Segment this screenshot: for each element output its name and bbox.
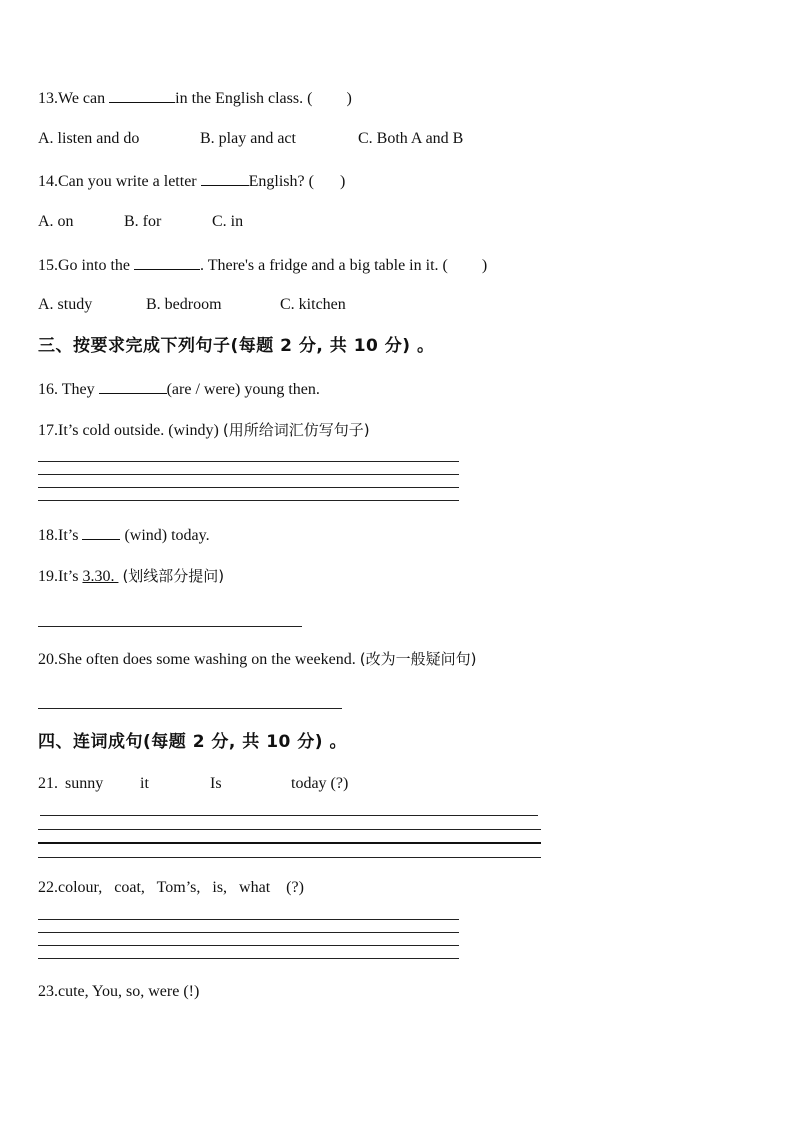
question-15 bbox=[38, 254, 487, 276]
question-text: She often does some washing on the weekend. bbox=[58, 651, 360, 668]
question-text-post: (are / were) young then. bbox=[166, 381, 320, 398]
question-number: 17. bbox=[38, 422, 58, 439]
option-c: C. kitchen bbox=[280, 296, 346, 313]
option-b: B. for bbox=[124, 213, 162, 230]
close-paren: ) bbox=[339, 173, 346, 190]
question-text-post: . There's a fridge and a big table in it. ( bbox=[200, 257, 448, 274]
option-c: C. Both A and B bbox=[358, 130, 464, 147]
underlined-part: 3.30. bbox=[82, 568, 119, 585]
answer-line[interactable] bbox=[40, 815, 538, 816]
question-number: 19. bbox=[38, 568, 58, 585]
question-text: cute, You, so, were (!) bbox=[58, 983, 200, 1000]
answer-line[interactable] bbox=[38, 626, 302, 627]
question-text-pre: We can bbox=[58, 90, 110, 107]
answer-blank[interactable] bbox=[82, 524, 120, 540]
question-text-post: (wind) today. bbox=[120, 527, 210, 544]
question-text-pre: It’s bbox=[58, 527, 83, 544]
answer-blank[interactable] bbox=[201, 170, 249, 186]
question-text: It’s cold outside. (windy) bbox=[58, 422, 223, 439]
question-16 bbox=[38, 378, 320, 400]
question-text-post: English? ( bbox=[248, 173, 314, 190]
question-22 bbox=[38, 878, 304, 898]
question-number: 13. bbox=[38, 90, 58, 107]
close-paren: ) bbox=[481, 257, 488, 274]
scrambled-word: Is bbox=[210, 775, 222, 792]
answer-line[interactable] bbox=[38, 919, 459, 920]
scrambled-word: today (?) bbox=[291, 775, 349, 792]
answer-line[interactable] bbox=[38, 857, 541, 858]
question-text-pre: It’s bbox=[58, 568, 83, 585]
question-number: 15. bbox=[38, 257, 58, 274]
scrambled-word: sunny bbox=[65, 775, 104, 792]
answer-line[interactable] bbox=[38, 461, 459, 462]
question-13 bbox=[38, 87, 352, 109]
answer-blank[interactable] bbox=[99, 378, 167, 394]
answer-blank[interactable] bbox=[134, 254, 200, 270]
answer-line[interactable] bbox=[38, 829, 541, 830]
answer-blank[interactable] bbox=[109, 87, 175, 103]
option-b: B. play and act bbox=[200, 130, 296, 147]
question-21-number: 21. bbox=[38, 775, 58, 792]
question-14 bbox=[38, 170, 345, 192]
question-number: 14. bbox=[38, 173, 58, 190]
answer-line[interactable] bbox=[38, 500, 459, 501]
answer-line[interactable] bbox=[38, 958, 459, 959]
question-23 bbox=[38, 982, 199, 1002]
question-text-pre: . They bbox=[54, 381, 99, 398]
question-text-pre: Can you write a letter bbox=[58, 173, 201, 190]
close-paren: ) bbox=[346, 90, 352, 107]
question-18 bbox=[38, 524, 210, 546]
section-3-heading: 三、按要求完成下列句子(每题 2 分, 共 10 分) 。 bbox=[38, 336, 435, 356]
option-a: A. listen and do bbox=[38, 130, 140, 147]
question-text: colour, coat, Tom’s, is, what (?) bbox=[58, 879, 304, 896]
question-number: 23. bbox=[38, 983, 58, 1000]
question-20 bbox=[38, 649, 476, 670]
question-number: 18. bbox=[38, 527, 58, 544]
question-19 bbox=[38, 566, 224, 587]
question-17 bbox=[38, 420, 370, 441]
scrambled-word: it bbox=[140, 775, 149, 792]
option-b: B. bedroom bbox=[146, 296, 222, 313]
section-4-heading: 四、连词成句(每题 2 分, 共 10 分) 。 bbox=[38, 732, 347, 752]
answer-line[interactable] bbox=[38, 708, 342, 709]
answer-line[interactable] bbox=[38, 842, 541, 844]
question-text-pre: Go into the bbox=[58, 257, 134, 274]
question-number: 22. bbox=[38, 879, 58, 896]
question-hint: (用所给词汇仿写句子) bbox=[222, 421, 370, 439]
answer-line[interactable] bbox=[38, 487, 459, 488]
question-hint: (划线部分提问) bbox=[122, 567, 225, 585]
answer-line[interactable] bbox=[38, 474, 459, 475]
question-hint: (改为一般疑问句) bbox=[359, 650, 477, 668]
option-c: C. in bbox=[212, 213, 244, 230]
question-number: 20. bbox=[38, 651, 58, 668]
answer-line[interactable] bbox=[38, 945, 459, 946]
option-a: A. study bbox=[38, 296, 93, 313]
question-text-post: in the English class. ( bbox=[175, 90, 313, 107]
option-a: A. on bbox=[38, 213, 74, 230]
question-number: 16 bbox=[38, 381, 54, 398]
answer-line[interactable] bbox=[38, 932, 459, 933]
